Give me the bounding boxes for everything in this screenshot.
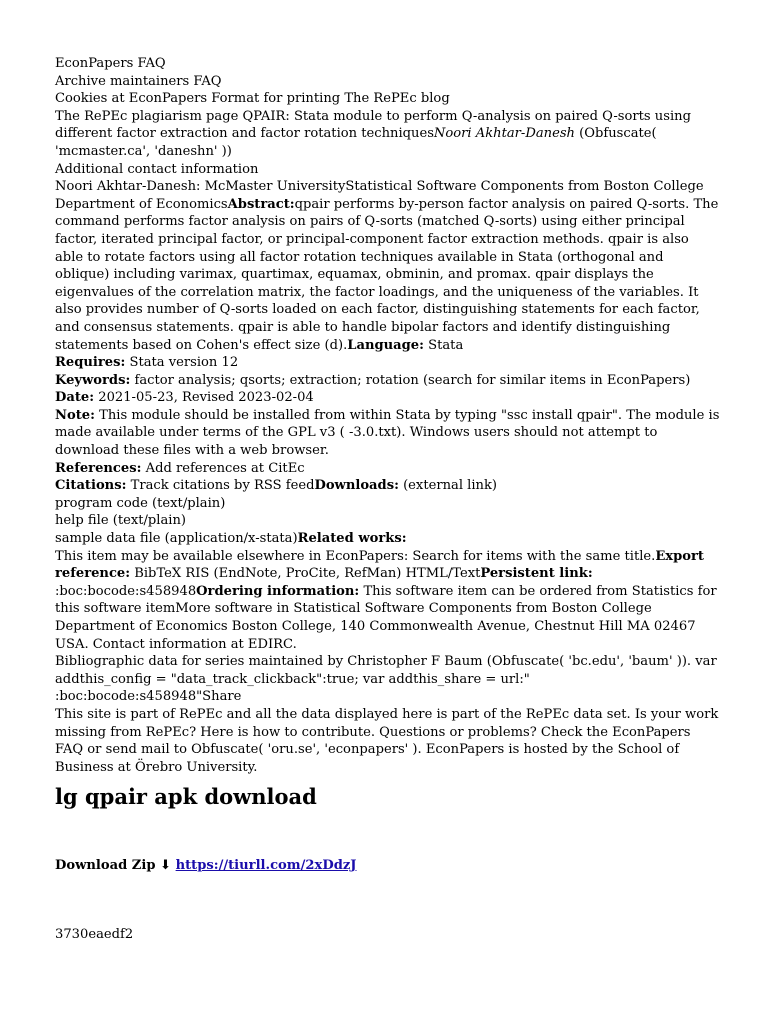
ordering-value[interactable]: This software item can be ordered from Statistics for this software item — [55, 583, 717, 617]
item-details — [55, 178, 720, 354]
abstract-label: Abstract: — [227, 196, 295, 212]
date-label: Date: — [55, 390, 95, 406]
keywords-label: Keywords: — [55, 372, 131, 388]
persistent-label: Persistent link: — [480, 566, 593, 582]
language-label: Language: — [347, 337, 424, 353]
abstract-text: qpair performs by-person factor analysis on paired Q-sorts. The command performs factor analysis on pairs of Q-sorts (matched Q-sorts) using either principal factor, iterated principal factor, or principal-component factor extraction methods. qpair is also able to rotate factors using all factor rotation techniques available in Stata (orthogonal and oblique) including varimax, quartimax, equamax, obminin, and promax. qpair displays the eigenvalues of the correlation matrix, the factor loadings, and the uniqueness of the variables. It also provides number of Q-sorts loaded on each factor, distinguishing statements for each factor, and consensus statements. qpair is able to handle bipolar factors and identify distinguishing statements based on Cohen's effect size (d). — [55, 196, 719, 353]
downloads-external: (external link) — [403, 478, 498, 494]
keywords-search-link[interactable]: (search for similar items in EconPapers) — [422, 372, 691, 388]
export-row — [55, 548, 720, 583]
note-value: This module should be installed from within Stata by typing "ssc install qpair". The module is made available under terms of the GPL v3 ( -3.0.txt). Windows users should not attempt to download these files with a web browser. — [55, 407, 720, 459]
related-value[interactable]: This item may be available elsewhere in EconPapers: Search for items with the same title. — [55, 548, 656, 564]
program-code-link[interactable]: program code (text/plain) — [55, 495, 226, 511]
requires-value: Stata version 12 — [129, 355, 239, 371]
page-heading: lg qpair apk download — [55, 784, 317, 809]
citations-label: Citations: — [55, 478, 127, 494]
nav-archive-faq[interactable] — [55, 73, 720, 91]
download-label: Download Zip — [55, 858, 156, 873]
hash-text: 3730eaedf2 — [55, 927, 134, 942]
related-row — [55, 530, 720, 548]
nav-cookies-link[interactable]: Cookies at EconPapers — [55, 91, 208, 107]
ordering-row — [55, 583, 720, 653]
date-row — [55, 389, 720, 407]
help-file-link[interactable]: help file (text/plain) — [55, 513, 187, 529]
keywords-row — [55, 372, 720, 390]
requires-row — [55, 354, 720, 372]
date-value: 2021-05-23, Revised 2023-02-04 — [98, 390, 314, 406]
more-software[interactable]: More software in Statistical Software Components from Boston College Department of Economics Boston College, 140 Commonwealth Avenue, Chestnut Hill MA 02467 USA. Contact information at EDIRC. — [55, 601, 696, 652]
sample-data-link[interactable]: sample data file (application/x-stata) — [55, 531, 298, 547]
note-row — [55, 407, 720, 460]
nav-row — [55, 90, 720, 108]
author-email: (Obfuscate( 'mcmaster.ca', 'daneshn' )) — [55, 126, 657, 159]
related-label: Related works: — [297, 531, 407, 547]
affiliation: Noori Akhtar-Danesh: McMaster University — [55, 179, 346, 195]
nav-format-printing-link[interactable]: Format for printing — [211, 91, 341, 107]
series-link[interactable]: Statistical Software Components from Boston College Department of Economics — [55, 179, 704, 212]
persistent-link[interactable]: :boc:bocode:s458948 — [55, 583, 197, 599]
nav-plagiarism-link[interactable]: The RePEc plagiarism page — [55, 108, 239, 124]
note-label: Note: — [55, 407, 95, 423]
citations-row — [55, 477, 720, 495]
ordering-label: Ordering information: — [196, 583, 360, 599]
references-label: References: — [55, 460, 142, 476]
keywords-value[interactable]: factor analysis; qsorts; extraction; rotation — [134, 372, 419, 388]
download-link[interactable]: https://tiurll.com/2xDdzJ — [175, 858, 357, 873]
download-icon: ⬇ — [160, 858, 172, 873]
additional-contact-link[interactable]: Additional contact information — [55, 161, 259, 177]
export-label: Export reference: — [55, 548, 704, 582]
nav-link-label[interactable]: EconPapers FAQ — [55, 56, 166, 71]
footer-text: This site is part of RePEc and all the data displayed here is part of the RePEc data set. Is your work missing from RePEc? Here is how to contribute. Questions or problems? Check the EconPapers FAQ or send mail to Obfuscate( 'oru.se', 'econpapers' ). EconPapers is hosted by the School of Business at Örebro University. — [55, 706, 719, 775]
item-header — [55, 108, 720, 161]
bibliographic-data: Bibliographic data for series maintained by Christopher F Baum (Obfuscate( 'bc.edu', 'baum' )). var addthis_config = "data_track_clickback":true; var addthis_share = url:" :boc:bocode:s458948"Share — [55, 654, 717, 705]
nav-blog-link[interactable]: The RePEc blog — [344, 91, 450, 107]
nav-econpapers-faq[interactable] — [55, 55, 720, 73]
export-links[interactable]: BibTeX RIS (EndNote, ProCite, RefMan) HTML/Text — [134, 566, 481, 582]
citations-link[interactable]: Track citations by RSS feed — [130, 478, 315, 494]
references-link[interactable]: Add references at CitEc — [145, 460, 305, 476]
nav-link-label[interactable]: Archive maintainers FAQ — [55, 73, 222, 89]
language-value: Stata — [428, 337, 464, 353]
requires-label: Requires: — [55, 355, 126, 371]
download-row — [55, 857, 356, 875]
author-link[interactable]: Noori Akhtar-Danesh — [433, 126, 575, 142]
downloads-label: Downloads: — [314, 478, 399, 494]
references-row — [55, 460, 720, 478]
item-title: QPAIR: Stata module to perform Q-analysis on paired Q-sorts using different factor extraction and factor rotation techniques — [55, 108, 691, 142]
article-body — [55, 55, 720, 776]
